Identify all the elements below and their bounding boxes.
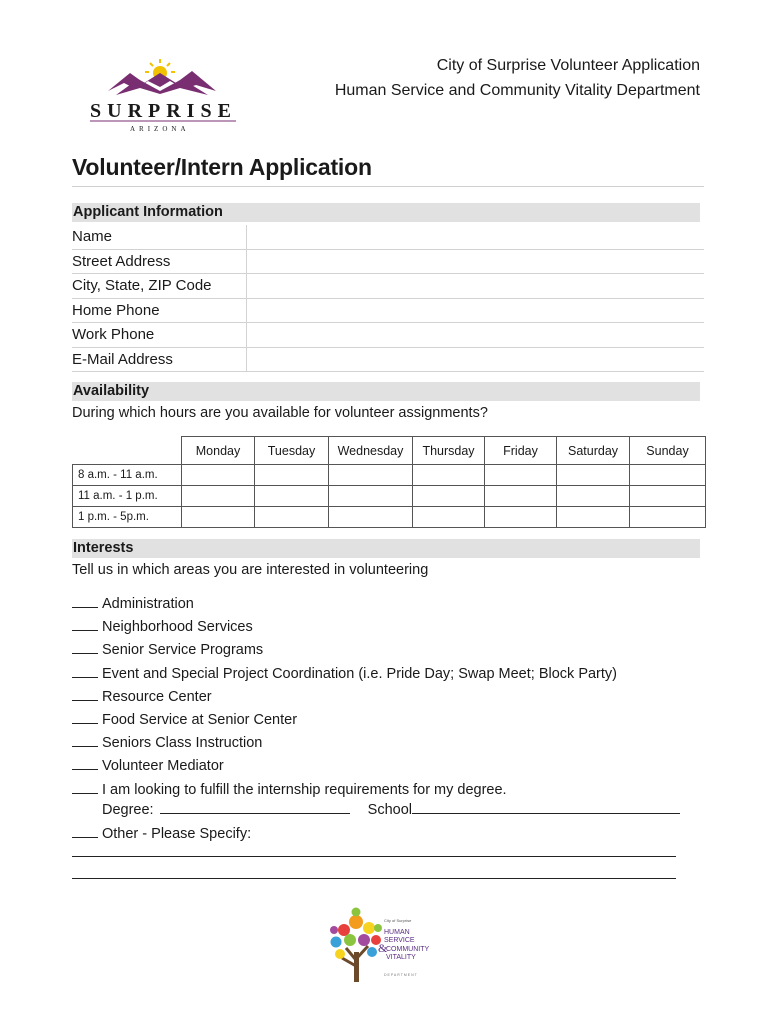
day-header-friday: Friday (485, 437, 557, 465)
interest-label: Seniors Class Instruction (102, 735, 263, 752)
availability-cell-friday[interactable] (485, 465, 557, 486)
logo-small-text: City of Surprise (384, 918, 412, 923)
logo-line-service: SERVICE (384, 937, 415, 944)
field-row-street-address (72, 250, 704, 275)
city-state-zip-field[interactable] (246, 274, 704, 298)
checkbox-blank[interactable] (72, 594, 98, 608)
grid-corner (73, 437, 182, 465)
field-label: Work Phone (72, 326, 155, 343)
title-divider (72, 186, 704, 187)
interest-item (72, 756, 712, 779)
interest-item-other (72, 824, 712, 847)
other-specify-line-2[interactable] (72, 878, 676, 879)
field-label: Name (72, 228, 113, 245)
interests-list (72, 594, 712, 847)
other-specify-line-1[interactable] (72, 856, 676, 857)
interest-label: Neighborhood Services (102, 619, 253, 636)
interest-label: I am looking to fulfill the internship requirements for my degree. (102, 781, 507, 798)
human-service-community-vitality-logo (326, 900, 446, 990)
interest-label: Senior Service Programs (102, 642, 264, 659)
interest-item (72, 687, 712, 710)
availability-grid (72, 436, 706, 528)
field-row-email (72, 348, 704, 373)
checkbox-blank[interactable] (72, 756, 98, 770)
time-slot-row (73, 465, 706, 486)
availability-cell-sunday[interactable] (630, 486, 706, 507)
time-slot-row (73, 507, 706, 528)
availability-cell-tuesday[interactable] (255, 465, 329, 486)
section-heading: Applicant Information (73, 204, 223, 220)
applicant-info-table (72, 225, 704, 372)
availability-cell-tuesday[interactable] (255, 507, 329, 528)
checkbox-blank[interactable] (72, 780, 98, 794)
checkbox-blank[interactable] (72, 824, 98, 838)
day-header-tuesday: Tuesday (255, 437, 329, 465)
interest-label: Food Service at Senior Center (102, 711, 298, 728)
logo-line-department: DEPARTMENT (384, 973, 418, 977)
availability-cell-wednesday[interactable] (329, 507, 413, 528)
street-address-field[interactable] (246, 250, 704, 274)
availability-cell-friday[interactable] (485, 486, 557, 507)
section-interests (72, 539, 700, 558)
availability-cell-monday[interactable] (182, 507, 255, 528)
interests-prompt: Tell us in which areas you are interested in volunteering (72, 562, 429, 578)
day-header-wednesday: Wednesday (329, 437, 413, 465)
logo-line-vitality: VITALITY (386, 954, 416, 961)
section-applicant-info (72, 203, 700, 222)
degree-label: Degree: (102, 801, 154, 818)
time-slot-label: 1 p.m. - 5p.m. (73, 507, 182, 528)
checkbox-blank[interactable] (72, 710, 98, 724)
time-slot-label: 8 a.m. - 11 a.m. (73, 465, 182, 486)
logo-line-community: COMMUNITY (386, 946, 430, 953)
logo-line-human: HUMAN (384, 929, 410, 936)
field-label: Home Phone (72, 301, 160, 319)
checkbox-blank[interactable] (72, 733, 98, 747)
time-slot-label: 11 a.m. - 1 p.m. (73, 486, 182, 507)
header-title-line1: City of Surprise Volunteer Application (436, 57, 700, 74)
work-phone-field[interactable] (246, 323, 704, 347)
availability-cell-wednesday[interactable] (329, 486, 413, 507)
city-of-surprise-logo (80, 55, 245, 135)
availability-cell-saturday[interactable] (557, 486, 630, 507)
degree-school-line (72, 800, 712, 822)
header-title-line2: Human Service and Community Vitality Department (334, 82, 700, 99)
section-availability (72, 382, 700, 401)
checkbox-blank[interactable] (72, 687, 98, 701)
availability-prompt: During which hours are you available for volunteer assignments? (72, 405, 488, 421)
page-title: Volunteer/Intern Application (72, 154, 372, 180)
availability-cell-tuesday[interactable] (255, 486, 329, 507)
availability-cell-thursday[interactable] (413, 486, 485, 507)
availability-cell-wednesday[interactable] (329, 465, 413, 486)
logo-subtext: ARIZONA (130, 125, 190, 133)
interest-label: Resource Center (102, 688, 212, 705)
day-header-sunday: Sunday (630, 437, 706, 465)
interest-item (72, 594, 712, 617)
interest-item (72, 640, 712, 663)
interest-label: Other - Please Specify: (102, 825, 252, 842)
grid-header-row (73, 437, 706, 465)
interest-item (72, 664, 712, 687)
interest-item (72, 617, 712, 640)
school-input-line[interactable] (412, 800, 680, 814)
home-phone-field[interactable] (246, 299, 704, 323)
field-label: Street Address (72, 252, 171, 270)
interest-label: Volunteer Mediator (102, 758, 224, 775)
time-slot-row (73, 486, 706, 507)
field-label: City, State, ZIP Code (72, 277, 212, 294)
day-header-thursday: Thursday (413, 437, 485, 465)
interest-item (72, 710, 712, 733)
field-row-city-state-zip (72, 274, 704, 299)
section-heading: Interests (73, 540, 134, 556)
day-header-monday: Monday (182, 437, 255, 465)
availability-cell-sunday[interactable] (630, 465, 706, 486)
logo-ampersand: & (378, 941, 388, 955)
field-row-work-phone (72, 323, 704, 348)
availability-cell-monday[interactable] (182, 465, 255, 486)
field-row-home-phone (72, 299, 704, 324)
interest-item (72, 733, 712, 756)
availability-cell-sunday[interactable] (630, 507, 706, 528)
day-header-saturday: Saturday (557, 437, 630, 465)
field-row-name (72, 225, 704, 250)
tree-of-hands-icon (330, 908, 382, 983)
logo-wordmark: SURPRISE (90, 100, 237, 122)
school-label: School (367, 801, 412, 818)
checkbox-blank[interactable] (72, 617, 98, 631)
availability-cell-friday[interactable] (485, 507, 557, 528)
checkbox-blank[interactable] (72, 640, 98, 654)
availability-cell-saturday[interactable] (557, 465, 630, 486)
availability-cell-monday[interactable] (182, 486, 255, 507)
name-field[interactable] (246, 225, 704, 249)
field-label: E-Mail Address (72, 350, 173, 368)
email-field[interactable] (246, 348, 704, 372)
checkbox-blank[interactable] (72, 664, 98, 678)
mountains-icon (108, 71, 216, 95)
interest-label: Event and Special Project Coordination (i.e. Pride Day; Swap Meet; Block Party) (102, 665, 617, 682)
availability-cell-saturday[interactable] (557, 507, 630, 528)
section-heading: Availability (73, 383, 150, 399)
interest-label: Administration (102, 596, 194, 612)
degree-input-line[interactable] (160, 800, 350, 814)
availability-cell-thursday[interactable] (413, 507, 485, 528)
interest-item (72, 780, 712, 800)
availability-cell-thursday[interactable] (413, 465, 485, 486)
